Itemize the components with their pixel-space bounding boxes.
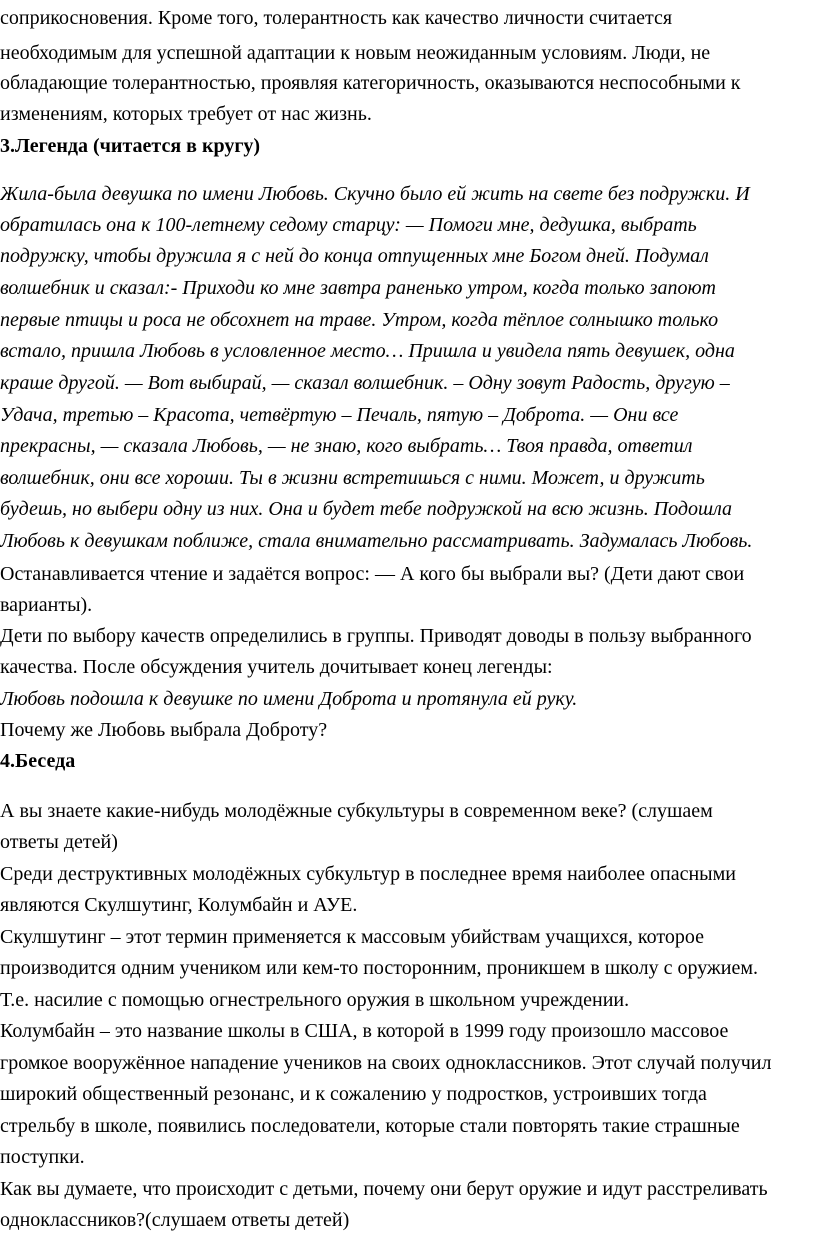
text-line: являются Скулшутинг, Колумбайн и АУЕ. (0, 894, 358, 916)
legend-text-line: первые птицы и роса не обсохнет на траве. Утром, когда тёплое солнышко только (0, 309, 719, 331)
text-line: изменениям, которых требует от нас жизнь. (0, 103, 372, 125)
text-line: Колумбайн – это название школы в США, в которой в 1999 году произошло массовое (0, 1020, 729, 1042)
legend-text-line: Удача, третью – Красота, четвёртую – Печаль, пятую – Доброта. — Они все (0, 404, 679, 426)
text-line: одноклассников?(слушаем ответы детей) (0, 1209, 350, 1231)
text-line: Скулшутинг – этот термин применяется к массовым убийствам учащихся, которое (0, 926, 704, 948)
legend-text-line: обратилась она к 100-летнему седому старцу: — Помоги мне, дедушка, выбрать (0, 214, 697, 236)
section-heading-conversation: 4.Беседа (0, 750, 76, 772)
legend-text-line: будешь, но выбери одну из них. Она и будет тебе подружкой на всю жизнь. Подошла (0, 498, 733, 520)
text-line: Останавливается чтение и задаётся вопрос: — А кого бы выбрали вы? (Дети дают свои (0, 563, 745, 585)
text-line: поступки. (0, 1146, 85, 1168)
legend-text-line: краше другой. — Вот выбирай, — сказал волшебник. – Одну зовут Радость, другую – (0, 372, 730, 394)
text-line: производится одним учеником или кем-то посторонним, проникшем в школу с оружием. (0, 957, 758, 979)
legend-text-line: подружку, чтобы дружила я с ней до конца отпущенных мне Богом дней. Подумал (0, 245, 709, 267)
legend-text-line: Жила-была девушка по имени Любовь. Скучно было ей жить на свете без подружки. И (0, 183, 750, 205)
text-line: громкое вооружённое нападение учеников на своих одноклассников. Этот случай получил (0, 1052, 772, 1074)
section-heading-legend: 3.Легенда (читается в кругу) (0, 135, 261, 157)
text-line: Среди деструктивных молодёжных субкультур в последнее время наиболее опасными (0, 863, 736, 885)
text-line: ответы детей) (0, 831, 118, 853)
text-line: качества. После обсуждения учитель дочитывает конец легенды: (0, 656, 553, 678)
text-line: стрельбу в школе, появились последователи, которые стали повторять такие страшные (0, 1115, 740, 1137)
text-line: варианты). (0, 594, 93, 616)
text-line: широкий общественный резонанс, и к сожалению у подростков, устроивших тогда (0, 1083, 707, 1105)
text-line: Как вы думаете, что происходит с детьми, почему они берут оружие и идут расстреливать (0, 1178, 768, 1200)
text-line: А вы знаете какие-нибудь молодёжные субкультуры в современном веке? (слушаем (0, 800, 713, 822)
text-line: Дети по выбору качеств определились в группы. Приводят доводы в пользу выбранного (0, 625, 752, 647)
legend-text-line: прекрасны, — сказала Любовь, — не знаю, кого выбрать… Твоя правда, ответил (0, 435, 693, 457)
legend-ending-line: Любовь подошла к девушке по имени Доброта и протянула ей руку. (0, 688, 578, 710)
text-line: Т.е. насилие с помощью огнестрельного оружия в школьном учреждении. (0, 989, 630, 1011)
legend-text-line: Любовь к девушкам поближе, стала внимательно рассматривать. Задумалась Любовь. (0, 530, 753, 552)
legend-text-line: встало, пришла Любовь в условленное место… Пришла и увидела пять девушек, одна (0, 340, 735, 362)
text-line: соприкосновения. Кроме того, толерантность как качество личности считается (0, 7, 673, 29)
text-line: необходимым для успешной адаптации к новым неожиданным условиям. Люди, не (0, 42, 711, 64)
text-line: Почему же Любовь выбрала Доброту? (0, 719, 328, 741)
text-line: обладающие толерантностью, проявляя категоричность, оказываются неспособными к (0, 72, 741, 94)
legend-text-line: волшебник и сказал:- Приходи ко мне завтра раненько утром, когда только запоют (0, 277, 716, 299)
legend-text-line: волшебник, они все хороши. Ты в жизни встретишься с ними. Может, и дружить (0, 467, 705, 489)
